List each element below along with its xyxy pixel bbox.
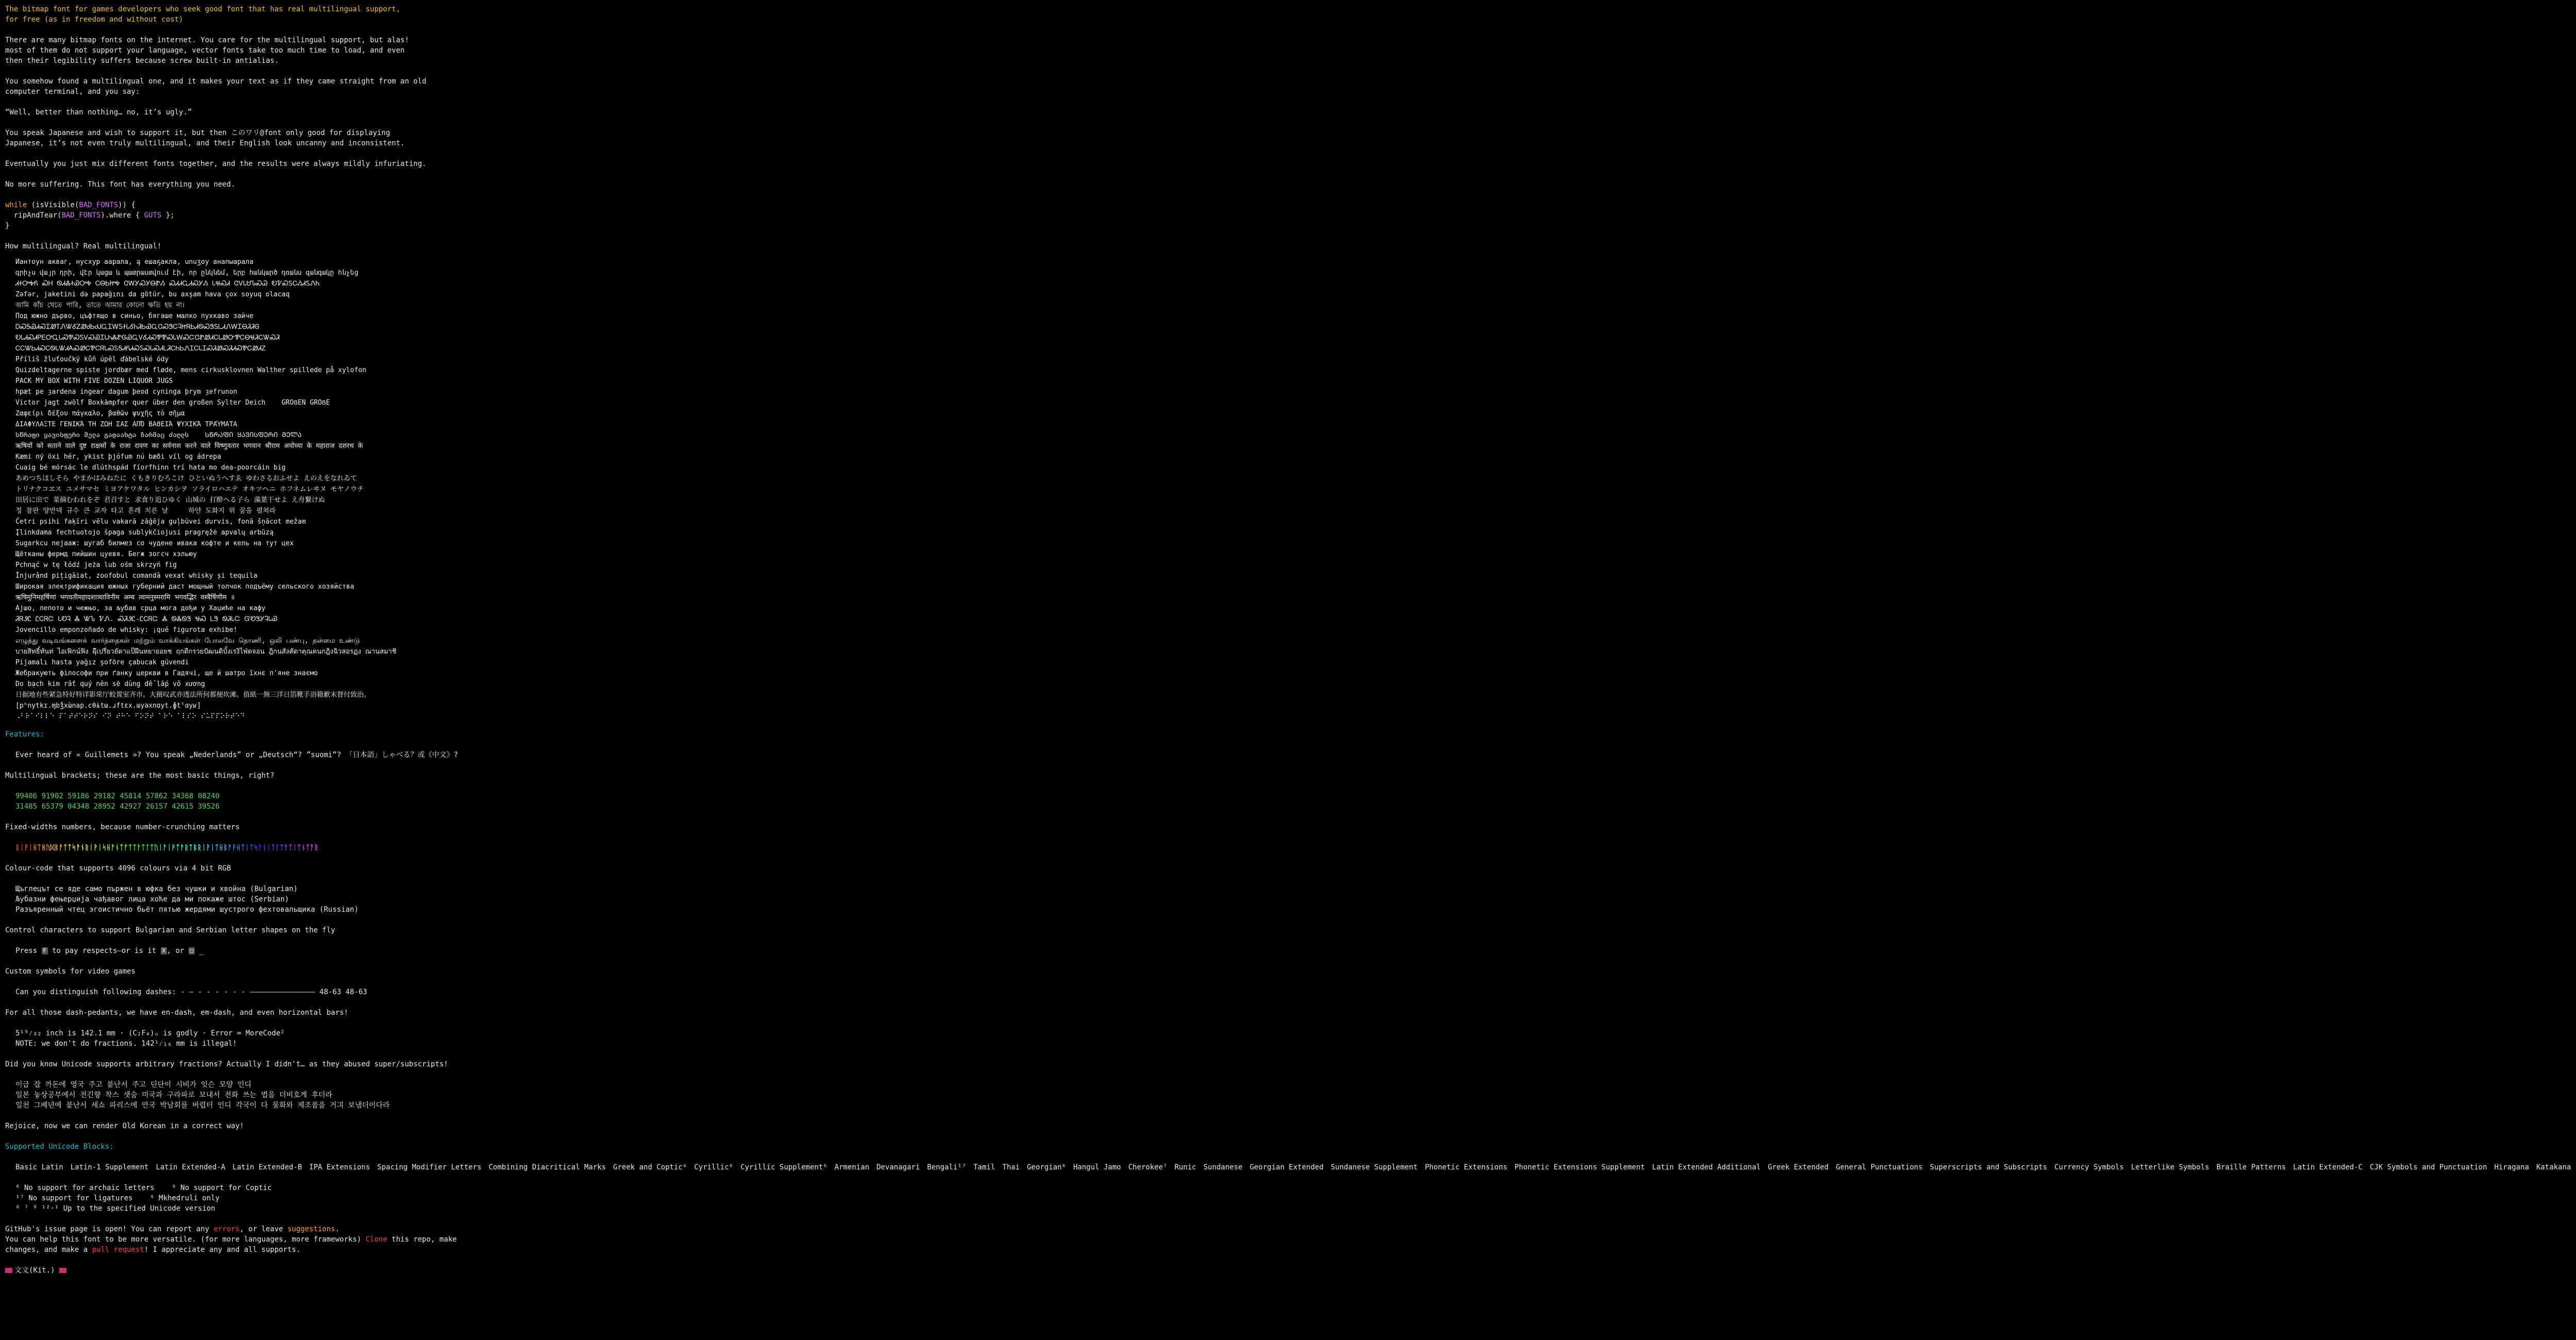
language-sample-line: գրիչս վայր դրի, վէր կացա և պատրաստվում էի, որ ընկնեմ, երբ հանկարծ դռանս զանգակը հնչեց: [15, 269, 359, 277]
rainbow-glyph: ᚨ: [162, 844, 167, 852]
text-line: computer terminal, and you say:: [5, 88, 140, 96]
text-line: You somehow found a multilingual one, and it makes your text as if they came straight from an old: [5, 77, 427, 86]
code-text: };: [161, 211, 175, 220]
language-sample-line: ऋषियों को सताने वाले दुष्ट राक्षसों के राजा रावण का सर्वनाश करने वाले विष्णुवतार भगवान श्रीराम अयोध्या के महाराज दशरथ के: [15, 442, 363, 450]
text-line: most of them do not support your language, vector fonts take too much time to load, and even: [5, 46, 405, 55]
language-sample-line: ᎠᏍᎦᏯᏗᏍᏆᏪᎢᏁᏔᎴᏃᏪᏧᏏᏧᎫᏩᏆᎳᏚᏐᏓᎴᏂᏘᏏᏯᏩᏣᏍᏕᏟᎸᏥᏒᏏᏗᏫᏍᏕᏚᏞᏗᏁᎳᏆᎾᏘᏘᎶ: [15, 323, 260, 331]
paragraph-found: [5, 76, 445, 97]
language-sample-line: 日据地有些紧急特好特详影常厅蛟置室齐市。大摄叹武亦透法所何都便坎滩。值紙一無三洋日箔靴手浴籍歉末替付致治。: [15, 691, 371, 699]
rainbow-glyph: ᛁ: [245, 844, 249, 852]
rainbow-glyph: ᚨ: [59, 844, 63, 852]
flag-icon: [5, 1268, 12, 1273]
unicode-block-item: Latin Extended-B: [232, 1163, 302, 1171]
rainbow-glyph: ᚨ: [110, 844, 115, 852]
number-row-1: 99406 91902 59186 29182 45814 57862 34368 08240: [15, 792, 220, 800]
code-line-1: [5, 200, 445, 210]
key-square-icon: □: [189, 947, 195, 954]
rainbow-glyph: ᚱ: [15, 844, 20, 852]
language-sample-line: Ајшо, лепото и чежњо, за љубав срца мога дођи у Хаџиће на кафу: [15, 605, 266, 612]
features-heading: Features:: [5, 730, 44, 739]
text-line: You speak Japanese and wish to support it, but then このワリ@font only good for displaying: [5, 129, 391, 137]
tagline-line-1: The bitmap font for games developers who seek good font that has real multilingual support,: [5, 5, 401, 13]
multilingual-heading: How multilingual? Real multilingual!: [5, 242, 162, 250]
language-sample-line: Quizdeltagerne spiste jordbær med fløde, mens cirkusklovnen Walther spillede på xylofon: [15, 366, 366, 374]
paragraph-japanese: [5, 128, 445, 148]
cyrillic-bulgarian: Щъглецът се яде само пържен в юфка без чушки и хвойна (Bulgarian): [15, 885, 298, 893]
rainbow-glyph: ᚨ: [284, 844, 289, 852]
language-sample-line: Иантоун акваг, нусхур аарала, ą eшaҕакла, unuӡoy анапыарала: [15, 258, 253, 266]
footer-line-2: [5, 1234, 457, 1245]
constant-bad-fonts: BAD_FONTS: [61, 211, 101, 220]
unicode-block-item: Latin Extended-A: [156, 1163, 226, 1171]
text-line: Japanese, it’s not even truly multilingual, and their English look uncanny and inconsistent.: [5, 139, 405, 147]
pull-request-link[interactable]: pull request: [92, 1246, 144, 1254]
footer-text: .: [335, 1225, 340, 1233]
rainbow-glyph: ᚨ: [137, 844, 141, 852]
unicode-block-item: Cyrillic Supplement⁶: [740, 1163, 827, 1171]
press-text: Press: [15, 947, 42, 955]
rainbow-glyph: ᛏ: [214, 844, 219, 852]
language-sample-line: 정 참판 양반댁 규수 큰 교자 타고 혼례 치른 날 하얀 도화지 위 꿈을 펼쳐라: [15, 507, 276, 515]
rainbow-glyph: ᛏ: [288, 844, 293, 852]
code-text: )) {: [118, 201, 135, 209]
rainbow-glyph: ᚺ: [236, 844, 241, 852]
unicode-block-item: Georgian Extended: [1249, 1163, 1324, 1171]
language-sample-line: Cuaig bé mórsác le dlúthspád fíorfhinn trí hata mo dea-poorcáin big: [15, 464, 286, 472]
language-sample-line: あめつちほしそら やまかはみねたに くもきりむろこけ ひといぬうへすゑ ゆわさるおふせよ えのえをなれゐて: [15, 475, 358, 482]
language-sample-line: Pijamalı hasta yağız şoföre çabucak güvendi: [15, 659, 189, 666]
unicode-block-item: Tamil: [973, 1163, 995, 1171]
unicode-block-item: General Punctuations: [1836, 1163, 1923, 1171]
rainbow-glyph: ᚹ: [93, 844, 98, 852]
press-text: _: [194, 947, 204, 955]
rainbow-glyph: ᛚ: [145, 844, 150, 852]
footer-text: changes, and make a: [5, 1246, 92, 1254]
rainbow-glyph: ᛏ: [149, 844, 154, 852]
unicode-block-item: Bengali¹⁷: [927, 1163, 967, 1171]
rainbow-glyph: ᛏ: [297, 844, 301, 852]
footer-line-1: [5, 1224, 445, 1234]
number-row-2: 31485 65379 04348 28952 42927 26157 42615 39526: [15, 802, 220, 811]
rainbow-glyph: ᛏ: [241, 844, 245, 852]
paragraph-intro: [5, 35, 445, 66]
quote: “Well, better than nothing… no, it’s ugly.”: [5, 108, 192, 116]
control-label: Control characters to support Bulgarian and Serbian letter shapes on the fly: [5, 926, 335, 934]
rainbow-glyph: ᚢ: [45, 844, 50, 852]
unicode-block-item: Cherokee⁷: [1128, 1163, 1167, 1171]
unicode-block-item: Thai: [1002, 1163, 1020, 1171]
unicode-block-item: Phonetic Extensions: [1425, 1163, 1507, 1171]
language-samples: [5, 257, 445, 722]
units-line-2: NOTE: we don't do fractions. 142¹⁄₁₆ mm is illegal!: [15, 1040, 237, 1048]
cyrillic-serbian: Љубазни фењерџија чађавог лица хоће да ми покаже штос (Serbian): [15, 895, 290, 903]
block-note-1: ⁶ No support for archaic letters ⁶ No support for Coptic: [15, 1184, 272, 1192]
keyword-while: while: [5, 201, 27, 209]
fixed-width-label: Fixed-widths numbers, because number-crunching matters: [5, 823, 240, 831]
unicode-block-item: Phonetic Extensions Supplement: [1514, 1163, 1645, 1171]
unicode-block-item: Latin-1 Supplement: [70, 1163, 149, 1171]
rainbow-glyph: ᚢ: [154, 844, 159, 852]
language-sample-line: Příliš žluťoučký kůň úpěl ďábelské ódy: [15, 356, 169, 363]
unicode-block-list: [5, 1162, 2571, 1172]
language-sample-line: Под южно дърво, цъфтящо в синьо, бягаше малко пухкаво зайче: [15, 312, 253, 320]
guillemets-line: Ever heard of « Guillemets »? You speak „Nederlands” or „Deutsch“? ”suomi”? 「日本語」しゃべる？或《中文》?: [15, 751, 459, 759]
language-sample-line: Zəfər, jaketini də papağını da götür, bu axşam hava çox soyuq olacaq: [15, 291, 290, 298]
footer: [5, 1224, 457, 1276]
press-text: , or: [166, 947, 189, 955]
rainbow-glyph: ᛁ: [266, 844, 271, 852]
rejoice-line: Rejoice, now we can render Old Korean in a correct way!: [5, 1122, 244, 1130]
language-sample-line: Kæmi ný öxi hér, ykist þjófum nú bæði víl og ádrepa: [15, 453, 222, 461]
code-text: ).where {: [100, 211, 144, 220]
language-sample-line: ⠠⠃⠗⠁⠊⠇⠇⠑ ⠏⠁⠞⠞⠑⠗⠝⠎ ⠊⠝ ⠞⠓⠑ ⠋⠕⠝⠞ ⠁⠗⠑ ⠁⠇⠎⠕ ⠎⠥⠏⠏⠕⠗⠞⠑⠙: [15, 713, 245, 721]
code-text: (isVisible(: [27, 201, 79, 209]
rainbow-glyph: ᚹ: [232, 844, 236, 852]
text-line: then their legibility suffers because screw built-in antialias.: [5, 57, 279, 65]
unicode-block-item: Greek Extended: [1768, 1163, 1829, 1171]
rainbow-glyph: ᚱ: [184, 844, 189, 852]
rainbow-glyph: ᛋ: [102, 844, 107, 852]
rainbow-glyph: ᚨ: [76, 844, 81, 852]
rainbow-glyph: ᛏ: [128, 844, 132, 852]
language-sample-line: トリナクコヱス ユメサマセ ミヨアケワタル ヒンカシヲ ソライロハエテ オキツヘニ ホフネムレヰヌ モヤノウチ: [15, 485, 364, 493]
unicode-block-item: Letterlike Symbols: [2131, 1163, 2210, 1171]
language-sample-line: Щётканы фермд пийшин цуевя. Бегж зогсч хэльюу: [15, 550, 197, 558]
language-sample-line: hpæt pe ȝardena ingear dagum þeod cyninga þrym ȝefrunon: [15, 388, 238, 396]
rainbow-glyph: ᛁ: [293, 844, 297, 852]
errors-link[interactable]: errors: [213, 1225, 240, 1233]
language-sample-line: PACK MY BOX WITH FIVE DOZEN LIQUOR JUGS: [15, 377, 173, 385]
rainbow-glyph: ᛒ: [193, 844, 198, 852]
block-note-3: ⁶ ⁷ ⁹ ¹²·¹ Up to the specified Unicode version: [15, 1204, 215, 1213]
old-korean-line-3: 일천 그볘년에 붙난서 세쇼 파리스에 만국 박남회를 버렵터 인디 각국이 다 물화와 제조품을 거긔 보냄더이다라: [15, 1101, 390, 1110]
rainbow-glyph: ᚺ: [32, 844, 38, 852]
rainbow-glyph: ᛁ: [20, 844, 24, 852]
unicode-block-item: Superscripts and Subscripts: [1929, 1163, 2047, 1171]
rainbow-glyph: ᚻ: [41, 844, 46, 852]
rainbow-glyph: ᛒ: [54, 844, 59, 852]
old-korean-line-2: 일본 놓상공부에서 전긴향 착스 샛숨 미국과 구라파로 보내서 전화 쓰는 법을 더비호게 후더라: [15, 1091, 333, 1099]
language-label: 文文(Kit.): [14, 1266, 60, 1275]
rainbow-glyph: ᛁ: [158, 844, 163, 852]
rainbow-glyph: ᚹ: [171, 844, 176, 852]
rainbow-glyph: ᚾ: [80, 844, 85, 852]
language-sample-line: Pchnąć w tę łódź jeża lub ośm skrzyń fig: [15, 561, 177, 569]
rainbow-glyph: ᚹ: [206, 844, 211, 852]
unicode-block-item: Latin Extended-C: [2293, 1163, 2363, 1171]
rainbow-glyph: ᛚ: [275, 844, 280, 852]
unicode-block-item: Sundanese Supplement: [1331, 1163, 1418, 1171]
rainbow-glyph: ᛁ: [28, 844, 33, 852]
old-korean-line-1: 이급 잡 까돈에 영국 주고 붙난서 주고 딘단이 시비가 잇슨 모양 인디: [15, 1081, 251, 1089]
code-line-2: [5, 210, 445, 221]
rainbow-glyph: ᚨ: [227, 844, 232, 852]
rainbow-glyph: ᚱ: [197, 844, 202, 852]
rainbow-glyph: ᛁ: [167, 844, 172, 852]
rainbow-glyph: ᚨ: [180, 844, 184, 852]
rainbow-glyph: ᛏ: [279, 844, 284, 852]
language-sample-line: บายสิทธิ์ทันท่ ไอเฟิกน์ฟิง ผิุ้เปรี่ยวยัดาแป็ฝึนหยายอยช ฤกตีกรวยปัฒนดิบั้งเรงิไฟ่ดจอน ฎิกนสังคัดาคุณคนกฎิงฉิวสอรฏง ณานสมาชิ: [15, 648, 397, 656]
key-x-icon: X: [161, 947, 167, 954]
rainbow-glyph: ᛏ: [306, 844, 310, 852]
unicode-block-item: Basic Latin: [15, 1163, 63, 1171]
rainbow-glyph: ᛋ: [253, 844, 258, 852]
rainbow-glyph: ᛏ: [119, 844, 124, 852]
language-sample-line: Ζαφείρι δέξου πάγκαλο, βαθῶν ψυχῆς τὸ σῆμα: [15, 410, 185, 417]
dash-pedants-line: For all those dash-pedants, we have en-dash, em-dash, and even horizontal bars!: [5, 1009, 348, 1017]
language-sample-line: ᎧᏓᏗᏍᏗᏢᎬᎤᏩᏓᏍᏈᏍᏚᏙᏍᏯᏆᏓᏂᏜᏑᎶᏯᏩᏙᎴᏗᏍᏈᏈᏍᏓᎳᏍᏨᏣᏑᏪᏗᏟᏓᏪᏅᏈᏟᎾᏠᏘᏟᏔᏍᏘ: [15, 334, 280, 342]
rainbow-glyph: ᛁ: [210, 844, 215, 852]
tagline-line-2: for free (as in freedom and without cost): [5, 15, 183, 24]
press-text: to pay respects—or is it: [47, 947, 161, 955]
unicode-block-item: Georgian⁶: [1027, 1163, 1066, 1171]
rainbow-glyph: ᛏ: [67, 844, 72, 852]
clone-link[interactable]: Clone: [365, 1235, 387, 1244]
rainbow-glyph: ᚱ: [84, 844, 89, 852]
rainbow-text: [5, 843, 445, 853]
unicode-block-item: Hangul Jamo: [1073, 1163, 1121, 1171]
rainbow-glyph: ᚾ: [301, 844, 306, 852]
constant-bad-fonts: BAD_FONTS: [79, 201, 118, 209]
text-line: There are many bitmap fonts on the internet. You care for the multilingual support, but alas!: [5, 36, 409, 44]
language-sample-line: Широкая электрификация южных губерний даст мощный толчок подъёму сельского хозяйства: [15, 583, 354, 591]
rainbow-glyph: ᚺ: [219, 844, 224, 852]
rainbow-glyph: ᚾ: [115, 844, 120, 852]
rainbow-glyph: ᛏ: [37, 844, 42, 852]
code-text: ripAndTear(: [5, 211, 62, 220]
footer-text: You can help this font to be more versatile. (for more languages, more frameworks): [5, 1235, 366, 1244]
rainbow-glyph: ᛏ: [189, 844, 193, 852]
tagline: [5, 4, 445, 25]
rainbow-glyph: ᛁ: [97, 844, 103, 852]
units-line-1: 5¹⁹⁄₃₂ inch is 142.1 mm · (C₂F₄)ₙ is godly · Error = MoreCode²: [15, 1029, 285, 1037]
constant-guts: GUTS: [144, 211, 162, 220]
language-sample-line: ᏘᏒᏭᏝ ᏝᏟᏒᏨ ᏓᏬᎸ Ꮬ ᏔᏖ ᏤᏁ. ᏍᏘᏭᏝ-ᏝᏟᏒᏨ Ꮬ ᏫᏜᏫᏕ ᏠᏍ ᏞᏕ ᏫᏘᏓᏨ ᏳᏬᏕᎩᎸᏓᏯ: [15, 615, 278, 623]
rainbow-glyph: ᚨ: [310, 844, 315, 852]
language-sample-line: Įlinkdama fechtuotojo špaga sublykčiojusi pragręžė apvalų arbūzą: [15, 529, 274, 537]
paragraph-mix: Eventually you just mix different fonts together, and the results were always mildly infuriating.: [5, 160, 427, 168]
footer-text: GitHub's issue page is open! You can report any: [5, 1225, 214, 1233]
language-sample-line: Sugarkcu nejaaж: шугаб билмез со чудене ивака кофте и кель на тут цех: [15, 540, 294, 547]
rainbow-glyph: ᚹ: [24, 844, 29, 852]
footer-text: ! I appreciate any and all supports.: [144, 1246, 301, 1254]
dashes-line: Can you distinguish following dashes: - – - - - - - - ——————————————— 48-63 48-63: [15, 988, 367, 996]
rainbow-glyph: ᛏ: [132, 844, 137, 852]
rainbow-glyph: ᛁ: [89, 844, 94, 852]
rainbow-glyph: ᛏ: [141, 844, 146, 852]
language-sample-line: Înjurând pițigăiat, zoofobul comandă vexat whisky și tequila: [15, 572, 258, 580]
footer-text: , or leave: [240, 1225, 287, 1233]
rainbow-glyph: ᛋ: [72, 844, 76, 852]
rainbow-glyph: ᛏ: [176, 844, 180, 852]
language-sample-line: Četri psihi faķīri vēlu vakarā zāģēja guļbūvei durvis, fonā šņācot mežam: [15, 518, 306, 526]
fractions-question: Did you know Unicode supports arbitrary fractions? Actually I didn't… as they abused super/subscripts!: [5, 1060, 448, 1068]
press-line: [5, 946, 445, 956]
rainbow-glyph: ᚠ: [124, 844, 128, 852]
unicode-block-item: Greek and Coptic⁶: [613, 1163, 687, 1171]
code-line-3: }: [5, 222, 10, 230]
unicode-block-item: Combining Diacritical Marks: [488, 1163, 606, 1171]
language-sample-line: Do bạch kim rất quý nên sẽ dùng để lắp vô xương: [15, 680, 205, 688]
language-flags: [5, 1265, 445, 1276]
rainbow-glyph: ᛏ: [249, 844, 254, 852]
unicode-block-item: Katakana: [2536, 1163, 2571, 1171]
language-sample-line: [pʰnytkɪ.ɱbʒ̊xɯ̀nap.cθɨtɯ.ɹftɛx.ɯyaxnɑyt.ɸtˤɑyʁ]: [15, 702, 201, 710]
unicode-block-item: Armenian: [834, 1163, 870, 1171]
footer-line-3: [5, 1245, 445, 1255]
unicode-block-item: Runic: [1174, 1163, 1196, 1171]
suggestions-link[interactable]: suggestions: [287, 1225, 335, 1233]
unicode-block-item: CJK Symbols and Punctuation: [2369, 1163, 2487, 1171]
cyrillic-russian: Разъяренный чтец эгоистично бьёт пятью жердями шустрого фехтовальщика (Russian): [15, 906, 359, 914]
language-sample-line: எழுத்து வடிவங்களைக் வார்த்தைகள் மற்றும் வாக்கியங்கள் போலவே தொணி, ஒலி பண்பு, தன்மை உண்டு: [15, 637, 360, 645]
unicode-block-item: Currency Symbols: [2054, 1163, 2124, 1171]
rainbow-glyph: ᛏ: [63, 844, 67, 852]
language-sample-line: Jovencillo emponzoñado de whisky: ¡qué figurota exhibe!: [15, 626, 238, 634]
footer-text: this repo, make: [387, 1235, 457, 1244]
language-sample-line: 田居に出で 菜摘むわれをぞ 君召すと 求食り追ひゆく 山城の 打酔へる子ら 藻葉干せよ え舟繋けぬ: [15, 496, 325, 504]
rainbow-glyph: ᛞ: [50, 844, 55, 852]
language-sample-line: ᏗᏐᎤᎭᏲ ᏍᎻ ᏫᏗᏜᏐᏯᎤᎭ ᏟᎾᏏᏥᎭ ᏣᎳᎩᏍᎩᎾᏑᏱ ᏍᏗᏗᏩᏗᏍᎩᏱ ᏓᏠᏍᏗ ᏣᏙᏓᏌᏖᏍᏊ ᎧᏤᏍᏚᏟᏱᏗᏚᏁᏂ: [15, 280, 320, 288]
flag-icon: [59, 1268, 66, 1273]
colour-label: Colour-code that supports 4096 colours via 4 bit RGB: [5, 864, 231, 873]
unicode-block-item: Latin Extended Additional: [1652, 1163, 1761, 1171]
language-sample-line: Жебракують філософи при ґанку церкви в Гадячі, ще й шатро їхнє п'яне знаємо: [15, 669, 318, 677]
language-sample-line: ᏟᏟᏔᏏᏗᏍᏟᏫᏓᏔᏗᎪᏍᏪᏟᏈᏟᏒᏓᏍᏚᎦᏗᏲᏗᏍᏚᏍᏓᏍᏗᏞᏘᏟᏂᏏᏁᏆᏟᏓᏆᏍᏘᏪᏍᏘᏗᏍᏈᏟᏪᏗᏃ: [15, 345, 266, 353]
rainbow-glyph: ᚾ: [262, 844, 267, 852]
unicode-block-item: IPA Extensions: [309, 1163, 370, 1171]
rainbow-glyph: ᚱ: [314, 844, 319, 852]
rainbow-glyph: ᚺ: [106, 844, 111, 852]
unicode-block-item: Spacing Modifier Letters: [377, 1163, 482, 1171]
brackets-label: Multilingual brackets; these are the most basic things, right?: [5, 772, 275, 780]
unicode-block-item: Braille Patterns: [2216, 1163, 2286, 1171]
code-block: [5, 200, 445, 231]
custom-symbols-label: Custom symbols for video games: [5, 967, 135, 976]
blocks-heading: Supported Unicode Blocks:: [5, 1143, 114, 1151]
language-sample-line: আমি কাঁচ খেতে পারি, তাতে আমার কোনো ক্ষতি হয় না।: [15, 301, 184, 309]
rainbow-glyph: ᚨ: [258, 844, 263, 852]
rainbow-glyph: ᛁ: [201, 844, 206, 852]
unicode-block-item: Devanagari: [876, 1163, 920, 1171]
language-sample-line: ऋषिमुनिमहर्षिणां भगवतीमहादशात्र्याविनीम अम्ब त्वामनुस्मरामि भगवद्भिर वस्त्रैर्षिणीम ॥: [15, 594, 235, 601]
language-sample-line: Victor jagt zwölf Boxkämpfer quer über den großen Sylter Deich GROẞEN GROẞE: [15, 399, 330, 407]
unicode-block-item: Cyrillic⁶: [694, 1163, 734, 1171]
key-f-icon: F: [42, 947, 48, 954]
unicode-block-item: Hiragana: [2494, 1163, 2529, 1171]
paragraph-no-more: No more suffering. This font has everything you need.: [5, 180, 235, 189]
rainbow-glyph: ᛏ: [270, 844, 276, 852]
block-note-2: ¹⁷ No support for ligatures ⁶ Mkhedruli only: [15, 1194, 220, 1202]
rainbow-glyph: ᛒ: [223, 844, 228, 852]
unicode-block-item: Sundanese: [1203, 1163, 1243, 1171]
language-sample-line: ΔΙΑΦΥΛΑΞΤΕ ΓΕΝΙΚΆ ΤΗ ΖΩΗ ΣΑΣ ΑΠΌ ΒΑΘΕΙΆ ΨΥΧΙΚΆ ΤΡΑΎΜΑΤΑ: [15, 421, 238, 428]
language-sample-line: სწრაფი ყავისფერი მელა გადაახტა ზარმაც ძაღლს ᲡᲬᲠᲐᲤᲘ ᲧᲐᲕᲘᲡᲤᲔᲠᲘ ᲛᲔᲚᲐ: [15, 431, 302, 439]
